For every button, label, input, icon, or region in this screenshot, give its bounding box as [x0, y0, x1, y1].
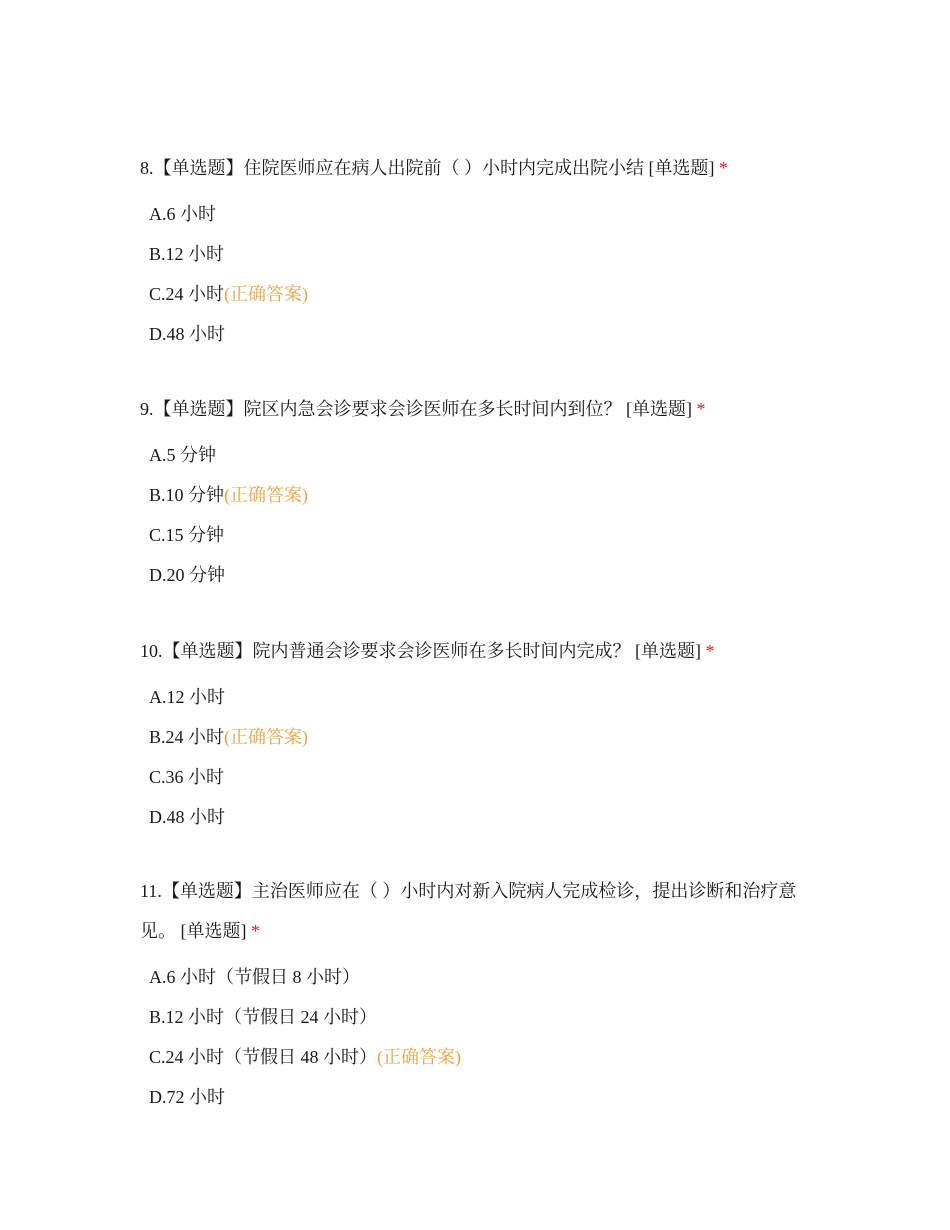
- option-c[interactable]: C.24 小时（节假日 48 小时）(正确答案): [149, 1047, 462, 1067]
- option-list: [140, 677, 820, 837]
- question-9: [140, 389, 820, 595]
- option-d[interactable]: D.48 小时: [149, 807, 225, 827]
- required-marker: *: [719, 158, 728, 178]
- question-11: [140, 871, 820, 1117]
- required-marker: *: [251, 921, 260, 941]
- correct-answer-label: (正确答案): [377, 1047, 462, 1067]
- option-b[interactable]: B.12 小时: [149, 244, 225, 264]
- option-a[interactable]: A.6 小时（节假日 8 小时）: [149, 967, 360, 987]
- correct-answer-label: (正确答案): [224, 727, 309, 747]
- option-d[interactable]: D.20 分钟: [149, 565, 225, 585]
- option-list: [140, 435, 820, 595]
- option-c[interactable]: C.24 小时(正确答案): [149, 284, 309, 304]
- option-d[interactable]: D.48 小时: [149, 324, 225, 344]
- correct-answer-label: (正确答案): [224, 485, 309, 505]
- option-a[interactable]: A.5 分钟: [149, 445, 216, 465]
- option-list: [140, 194, 820, 354]
- option-d[interactable]: D.72 小时: [149, 1087, 225, 1107]
- question-title: 10.【单选题】院内普通会诊要求会诊医师在多长时间内完成？ [单选题] *: [140, 641, 715, 661]
- required-marker: *: [705, 641, 715, 661]
- question-title: 9.【单选题】院区内急会诊要求会诊医师在多长时间内到位？ [单选题] *: [140, 399, 706, 419]
- option-b[interactable]: B.10 分钟(正确答案): [149, 485, 309, 505]
- question-8: [140, 148, 820, 354]
- question-title: 8.【单选题】住院医师应在病人出院前（ ）小时内完成出院小结 [单选题] *: [140, 158, 728, 178]
- option-a[interactable]: A.12 小时: [149, 687, 225, 707]
- question-title: 11.【单选题】主治医师应在（ ）小时内对新入院病人完成检诊，提出诊断和治疗意见。 [单选题] *: [140, 881, 797, 941]
- option-list: [140, 957, 820, 1117]
- option-b[interactable]: B.12 小时（节假日 24 小时）: [149, 1007, 378, 1027]
- option-b[interactable]: B.24 小时(正确答案): [149, 727, 309, 747]
- option-c[interactable]: C.36 小时: [149, 767, 225, 787]
- question-10: [140, 631, 820, 837]
- correct-answer-label: (正确答案): [224, 284, 309, 304]
- option-a[interactable]: A.6 小时: [149, 204, 216, 224]
- required-marker: *: [696, 399, 706, 419]
- option-c[interactable]: C.15 分钟: [149, 525, 225, 545]
